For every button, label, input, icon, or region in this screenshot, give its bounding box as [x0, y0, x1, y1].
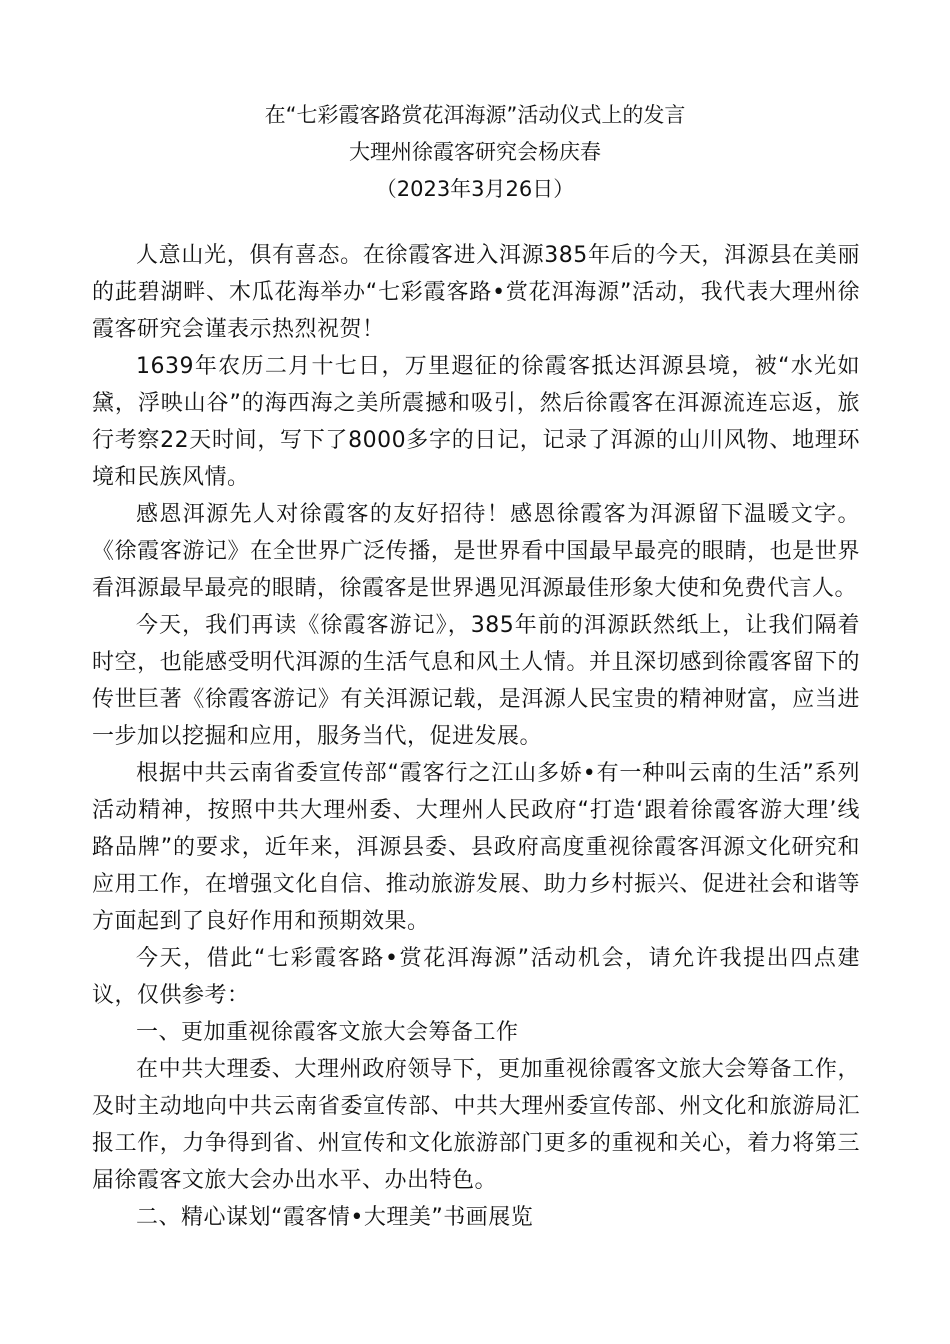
document-author: 大理州徐霞客研究会杨庆春	[349, 140, 601, 164]
paragraph-proposal-intro: 今天，借此“七彩霞客路•赏花洱海源”活动机会，请允许我提出四点建议，仅供参考：	[92, 946, 860, 1008]
section-heading-2: 二、精心谋划“霞客情•大理美”书画展览	[136, 1205, 534, 1230]
paragraph-section-1: 在中共大理委、大理州政府领导下，更加重视徐霞客文旅大会筹备工作，及时主动地向中共云南省委宣传部、中共大理州委宣传部、州文化和旅游局汇报工作，力争得到省、州宣传和文化旅游部门更多的重视和关心，着力将第三届徐霞客文旅大会办出水平、办出特色。	[92, 1057, 860, 1193]
paragraph-gratitude: 感恩洱源先人对徐霞客的友好招待！感恩徐霞客为洱源留下温暖文字。《徐霞客游记》在全世界广泛传播，是世界看中国最早最亮的眼睛，也是世界看洱源最早最亮的眼睛，徐霞客是世界遇见洱源最佳形象大使和免费代言人。	[92, 502, 860, 601]
document-body	[92, 237, 860, 1236]
paragraph-greeting: 人意山光，俱有喜态。在徐霞客进入洱源385年后的今天，洱源县在美丽的茈碧湖畔、木瓜花海举办“七彩霞客路•赏花洱海源”活动，我代表大理州徐霞客研究会谨表示热烈祝贺！	[92, 243, 860, 342]
document-date: （2023年3月26日）	[375, 177, 575, 201]
paragraph-reading: 今天，我们再读《徐霞客游记》，385年前的洱源跃然纸上，让我们隔着时空，也能感受明代洱源的生活气息和风土人情。并且深切感到徐霞客留下的传世巨著《徐霞客游记》有关洱源记载，是洱源人民宝贵的精神财富，应当进一步加以挖掘和应用，服务当代，促进发展。	[92, 613, 860, 749]
document-header	[0, 97, 950, 208]
paragraph-history: 1639年农历二月十七日，万里遐征的徐霞客抵达洱源县境，被“水光如黛，浮映山谷”的海西海之美所震撼和吸引，然后徐霞客在洱源流连忘返，旅行考察22天时间，写下了8000多字的日记，记录了洱源的山川风物、地理环境和民族风情。	[92, 354, 860, 490]
section-heading-1: 一、更加重视徐霞客文旅大会筹备工作	[136, 1020, 519, 1045]
document-title: 在“七彩霞客路赏花洱海源”活动仪式上的发言	[264, 103, 686, 127]
paragraph-background: 根据中共云南省委宣传部“霞客行之江山多娇•有一种叫云南的生活”系列活动精神，按照中共大理州委、大理州人民政府“打造‘跟着徐霞客游大理’线路品牌”的要求，近年来，洱源县委、县政府高度重视徐霞客洱源文化研究和应用工作，在增强文化自信、推动旅游发展、助力乡村振兴、促进社会和谐等方面起到了良好作用和预期效果。	[92, 761, 860, 934]
